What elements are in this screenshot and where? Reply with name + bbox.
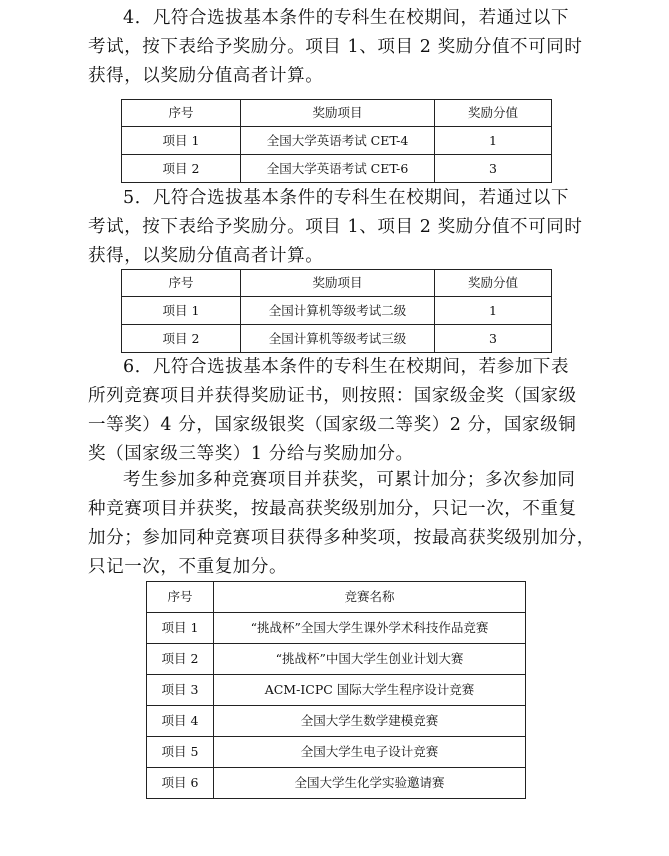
table-cell: 项目 2 <box>147 644 214 675</box>
table-cell: 全国计算机等级考试三级 <box>241 325 435 353</box>
text-line: 只记一次，不重复加分。 <box>88 557 288 577</box>
table-row <box>147 675 526 706</box>
table-cell: 全国大学生化学实验邀请赛 <box>214 768 526 799</box>
table-cell: 项目 2 <box>122 155 241 183</box>
table-cell: 1 <box>435 297 552 325</box>
text-line: 奖（国家级三等奖）1 分给与奖励加分。 <box>88 444 414 464</box>
table-cell: 项目 5 <box>147 737 214 768</box>
section-5-text <box>88 184 583 271</box>
table-cell: 项目 2 <box>122 325 241 353</box>
section-6-note <box>88 466 595 582</box>
table-row <box>147 737 526 768</box>
table-cell: 项目 4 <box>147 706 214 737</box>
reward-table-english <box>121 99 552 183</box>
text-line: 4．凡符合选拔基本条件的专科生在校期间，若通过以下 <box>123 8 570 28</box>
table-cell: 项目 1 <box>122 297 241 325</box>
header-cell: 奖励分值 <box>435 270 552 297</box>
table-cell: 项目 1 <box>122 127 241 155</box>
text-line: 一等奖）4 分，国家级银奖（国家级二等奖）2 分，国家级铜 <box>88 415 577 435</box>
table-cell: 项目 1 <box>147 613 214 644</box>
table-row <box>122 127 552 155</box>
competition-table <box>146 581 526 799</box>
table-cell: 3 <box>435 155 552 183</box>
header-cell: 序号 <box>122 270 241 297</box>
table-row <box>147 768 526 799</box>
header-cell: 奖励分值 <box>435 100 552 127</box>
table-cell: “挑战杯”全国大学生课外学术科技作品竞赛 <box>214 613 526 644</box>
header-cell: 序号 <box>147 582 214 613</box>
text-line: 获得，以奖励分值高者计算。 <box>88 246 324 266</box>
table-row <box>147 706 526 737</box>
section-6-text <box>88 353 580 469</box>
text-line: 考试，按下表给予奖励分。项目 1、项目 2 奖励分值不可同时 <box>88 217 583 237</box>
table-row <box>122 155 552 183</box>
table-cell: “挑战杯”中国大学生创业计划大赛 <box>214 644 526 675</box>
table-cell: 项目 3 <box>147 675 214 706</box>
table-cell: 全国大学生电子设计竞赛 <box>214 737 526 768</box>
table-cell: 3 <box>435 325 552 353</box>
table-row <box>122 297 552 325</box>
table-cell: 项目 6 <box>147 768 214 799</box>
table-header-row <box>122 100 552 127</box>
header-cell: 奖励项目 <box>241 270 435 297</box>
table-cell: 全国大学英语考试 CET-4 <box>241 127 435 155</box>
header-cell: 竞赛名称 <box>214 582 526 613</box>
table-cell: 全国大学英语考试 CET-6 <box>241 155 435 183</box>
table-row <box>147 613 526 644</box>
table-cell: ACM-ICPC 国际大学生程序设计竞赛 <box>214 675 526 706</box>
table-cell: 全国大学生数学建模竞赛 <box>214 706 526 737</box>
text-line: 5．凡符合选拔基本条件的专科生在校期间，若通过以下 <box>123 188 570 208</box>
header-cell: 奖励项目 <box>241 100 435 127</box>
reward-table-computer <box>121 269 552 353</box>
table-cell: 全国计算机等级考试二级 <box>241 297 435 325</box>
text-line: 考生参加多种竞赛项目并获奖，可累计加分；多次参加同 <box>123 470 576 490</box>
table-cell: 1 <box>435 127 552 155</box>
text-line: 考试，按下表给予奖励分。项目 1、项目 2 奖励分值不可同时 <box>88 37 583 57</box>
section-4-text <box>88 4 583 91</box>
text-line: 种竞赛项目并获奖，按最高获奖级别加分，只记一次，不重复 <box>88 499 577 519</box>
table-header-row <box>147 582 526 613</box>
table-row <box>147 644 526 675</box>
text-line: 加分；参加同种竞赛项目获得多种奖项，按最高获奖级别加分， <box>88 528 595 548</box>
text-line: 获得，以奖励分值高者计算。 <box>88 66 324 86</box>
text-line: 6．凡符合选拔基本条件的专科生在校期间，若参加下表 <box>123 357 570 377</box>
text-line: 所列竞赛项目并获得奖励证书，则按照：国家级金奖（国家级 <box>88 386 577 406</box>
table-header-row <box>122 270 552 297</box>
header-cell: 序号 <box>122 100 241 127</box>
table-row <box>122 325 552 353</box>
